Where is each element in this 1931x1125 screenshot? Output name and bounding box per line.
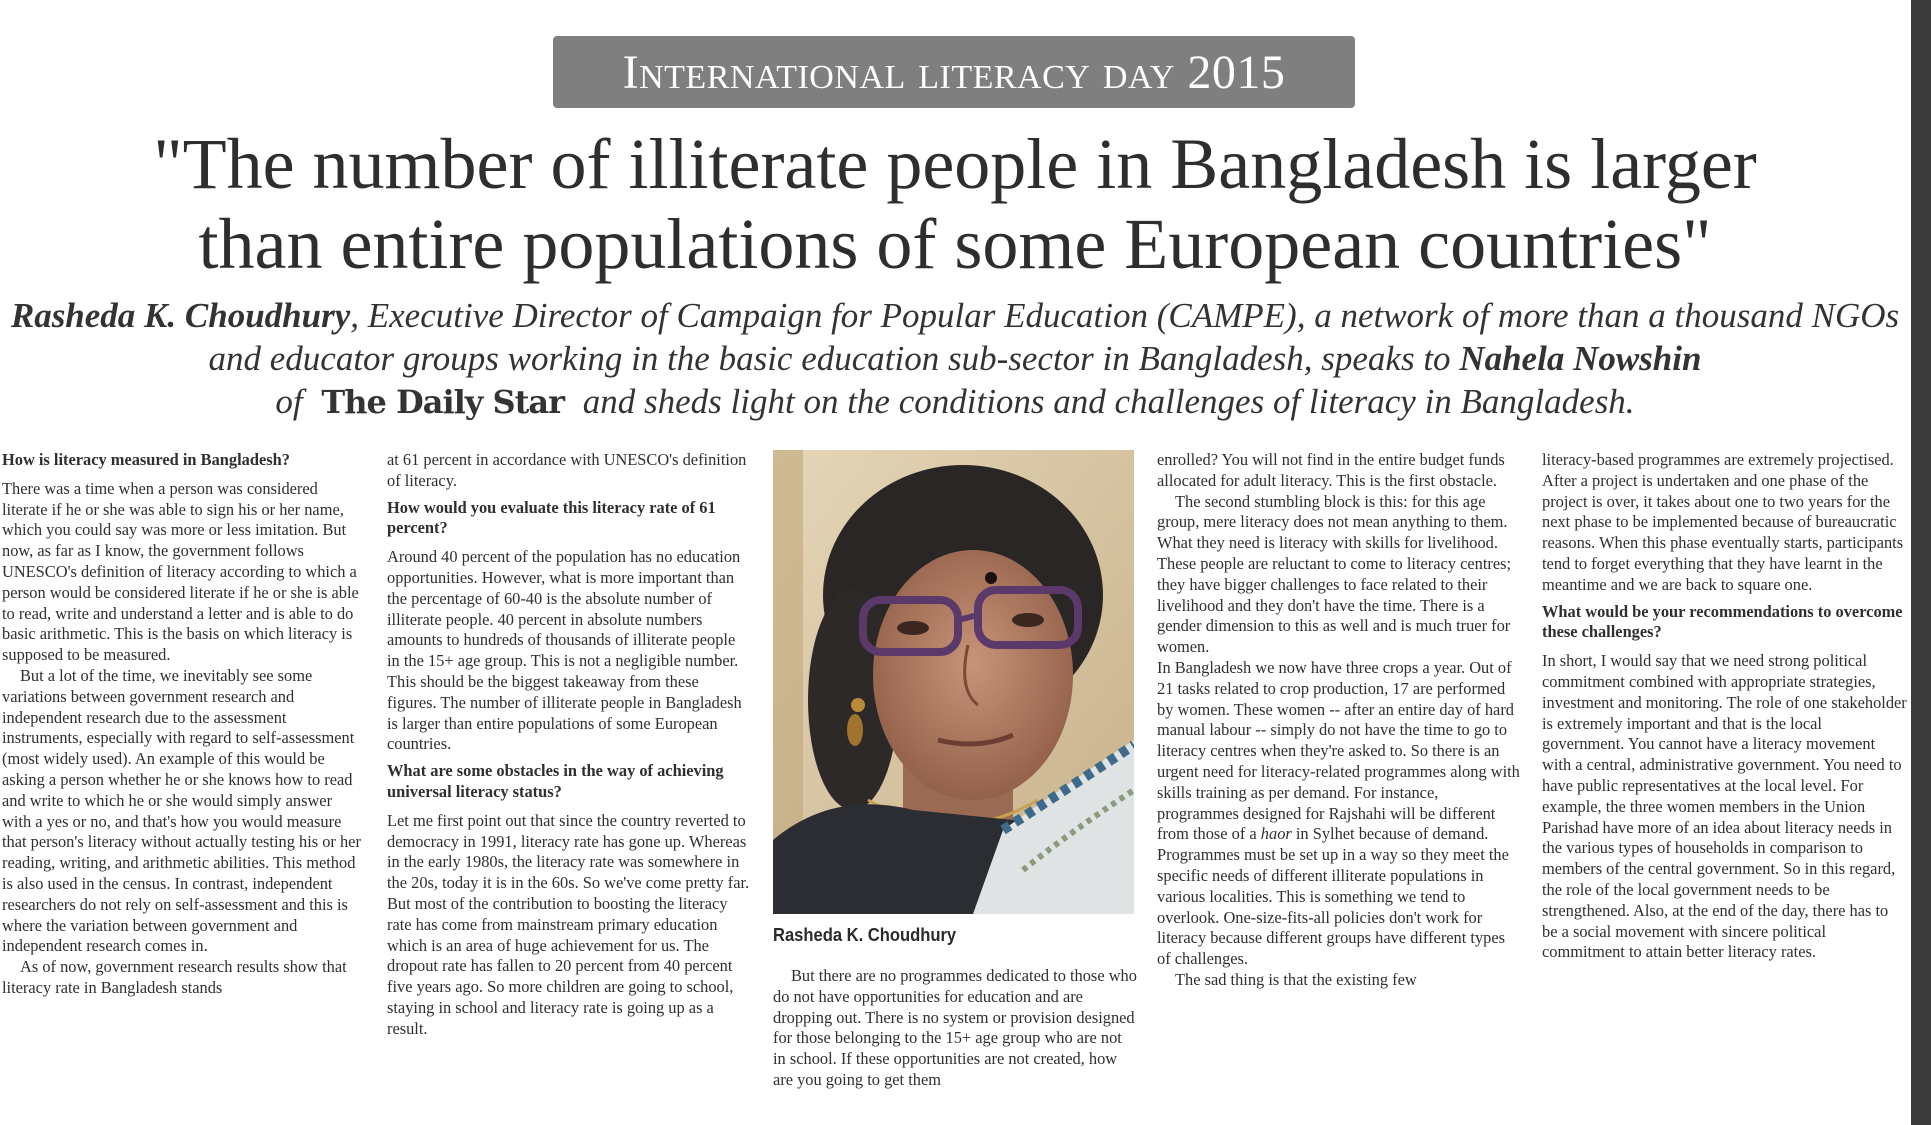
col1-paragraph-1: There was a time when a person was considered literate if he or she was able to sign his or her name, which you could say was more or less imitation. But now, as far as I know, the government follows UNESCO's definition of literacy according to which a person would be considered literate if he or she is able to read, write and understand a letter and is able to do basic arithmetic. This is the basis on which literacy is supposed to be measured.: [2, 478, 359, 665]
col2-paragraph-2: Let me first point out that since the country reverted to democracy in 1991, literacy rate has gone up. Whereas in the early 1980s, the literacy rate was somewhere in the 20s, today it is in the 60s. So we've come pretty far. But most of the contribution to boosting the literacy rate has come from mainstream primary education which is an area of huge achievement for us. The dropout rate has fallen to 20 percent from 40 percent five years ago. So more children are going to school, staying in school and literacy rate is going up as a result.: [387, 810, 750, 1038]
column-2: [387, 450, 752, 1040]
haor-term: haor: [1260, 824, 1292, 844]
col4-paragraph-2: The second stumbling block is this: for this age group, mere literacy does not mean anything to them. What they need is literacy with skills for livelihood. These people are reluctant to come to literacy centres; they have bigger challenges to face related to their livelihood and they don't have the time. There is a gender dimension to this as well and is much truer for women.: [1157, 491, 1512, 657]
photo-caption: Rasheda K. Choudhury: [773, 925, 957, 945]
standfirst-of: of: [275, 382, 303, 421]
col1-paragraph-2: But a lot of the time, we inevitably see some variations between government research and independent research due to the assessment instruments, especially with regard to self-assessment (most widely used). An example of this would be asking a person whether he or she knows how to read and write to which he or she would simply answer with a yes or no, and that's how you would measure that person's literacy without actually testing his or her reading, writing, and arithmetic abilities. This method is also used in the census. In contrast, independent researchers do not rely on self-assessment and this is where the variation between government and independent research comes in.: [2, 665, 361, 956]
portrait-illustration: [773, 450, 1134, 914]
col2-paragraph-0: at 61 percent in accordance with UNESCO's definition of literacy.: [387, 450, 747, 490]
column-3: [773, 966, 1138, 1091]
col4-paragraph-3b: in Sylhet because of demand. Programmes must be set up in a way so they meet the specific needs of different illiterate populations in various localities. This is something we tend to overlook. One-size-fits-all policies don't work for literacy because different groups have different types of challenges.: [1157, 824, 1509, 969]
section-banner: International literacy day 2015: [553, 36, 1355, 108]
col2-paragraph-1: Around 40 percent of the population has no education opportunities. However, what is more important than the percentage of 60-40 is the absolute number of illiterate people. 40 percent in absolute numbers amounts to hundreds of thousands of illiterate people in the 15+ age group. This is not a negligible number. This should be the biggest takeaway from these figures. The number of illiterate people in Bangladesh is larger than entire populations of some European countries.: [387, 547, 742, 754]
column-1: [2, 450, 362, 999]
col5-paragraph-2: In short, I would say that we need strong political commitment combined with appropriate strategies, investment and monitoring. The role of one stakeholder is extremely important and that is the local government. You cannot have a literacy movement with a central, administrative government. You need to have public representatives at the local level. For example, the three women members in the Union Parishad have more of an idea about literacy needs in the various types of households in comparison to members of the central government. So in this regard, the role of the local government needs to be strengthened. Also, at the end of the day, there has to be a social movement with sincere political commitment to attain better literacy rates.: [1542, 651, 1907, 962]
portrait-photo: [773, 450, 1134, 914]
col4-paragraph-3a: In Bangladesh we now have three crops a year. Out of 21 tasks related to crop production, 17 are performed by women. These women -- after an entire day of hard manual labour -- simply do not have the time to go to literacy centres when they're asked to. So there is an urgent need for literacy-related programmes along with skills training as per demand. For instance, programmes designed for Rajshahi will be different from those of a: [1157, 657, 1520, 844]
question-4: What would be your recommendations to overcome these challenges?: [1542, 601, 1903, 642]
standfirst: [10, 294, 1900, 424]
column-4: [1157, 450, 1522, 991]
interviewee-name: Rasheda K. Choudhury: [10, 296, 351, 335]
col3-paragraph-1: But there are no programmes dedicated to those who do not have opportunities for education and are dropping out. There is no system or provision designed for those belonging to the 15+ age group who are not in school. If these opportunities are not created, how are you going to get them: [773, 966, 1137, 1089]
question-2: How would you evaluate this literacy rate of 61 percent?: [387, 497, 716, 538]
headline: [40, 124, 1870, 284]
col4-paragraph-3: [1157, 658, 1522, 970]
col4-paragraph-4: The sad thing is that the existing few: [1175, 969, 1417, 989]
standfirst-text-1: , Executive Director of Campaign for Popular Education (CAMPE), a network of more than a thousand NGOs and educator groups working in the basic education sub-sector in Bangladesh, speaks to: [208, 296, 1900, 378]
interviewer-name: Nahela Nowshin: [1459, 339, 1702, 378]
standfirst-text-2: and sheds light on the conditions and challenges of literacy in Bangladesh.: [582, 382, 1635, 421]
page-edge: [1911, 0, 1931, 1125]
question-1: How is literacy measured in Bangladesh?: [2, 450, 290, 469]
question-3: What are some obstacles in the way of achieving universal literacy status?: [387, 761, 724, 801]
headline-line-1: "The number of illiterate people in Bangladesh is larger: [153, 124, 1757, 204]
col1-paragraph-3: As of now, government research results show that literacy rate in Bangladesh stands: [2, 957, 347, 997]
col5-paragraph-1: literacy-based programmes are extremely projectised. After a project is undertaken and one phase of the project is over, it takes about one to two years for the next phase to be implemented because of bureaucratic reasons. When this phase eventually starts, participants tend to forget everything that they have learnt in the meantime and we are back to square one.: [1542, 450, 1904, 594]
column-5: [1542, 450, 1907, 963]
headline-line-2: than entire populations of some European countries": [198, 204, 1712, 284]
col4-paragraph-1: enrolled? You will not find in the entire budget funds allocated for adult literacy. This is the first obstacle.: [1157, 450, 1505, 490]
daily-star-logo: The Daily Star: [321, 383, 564, 421]
